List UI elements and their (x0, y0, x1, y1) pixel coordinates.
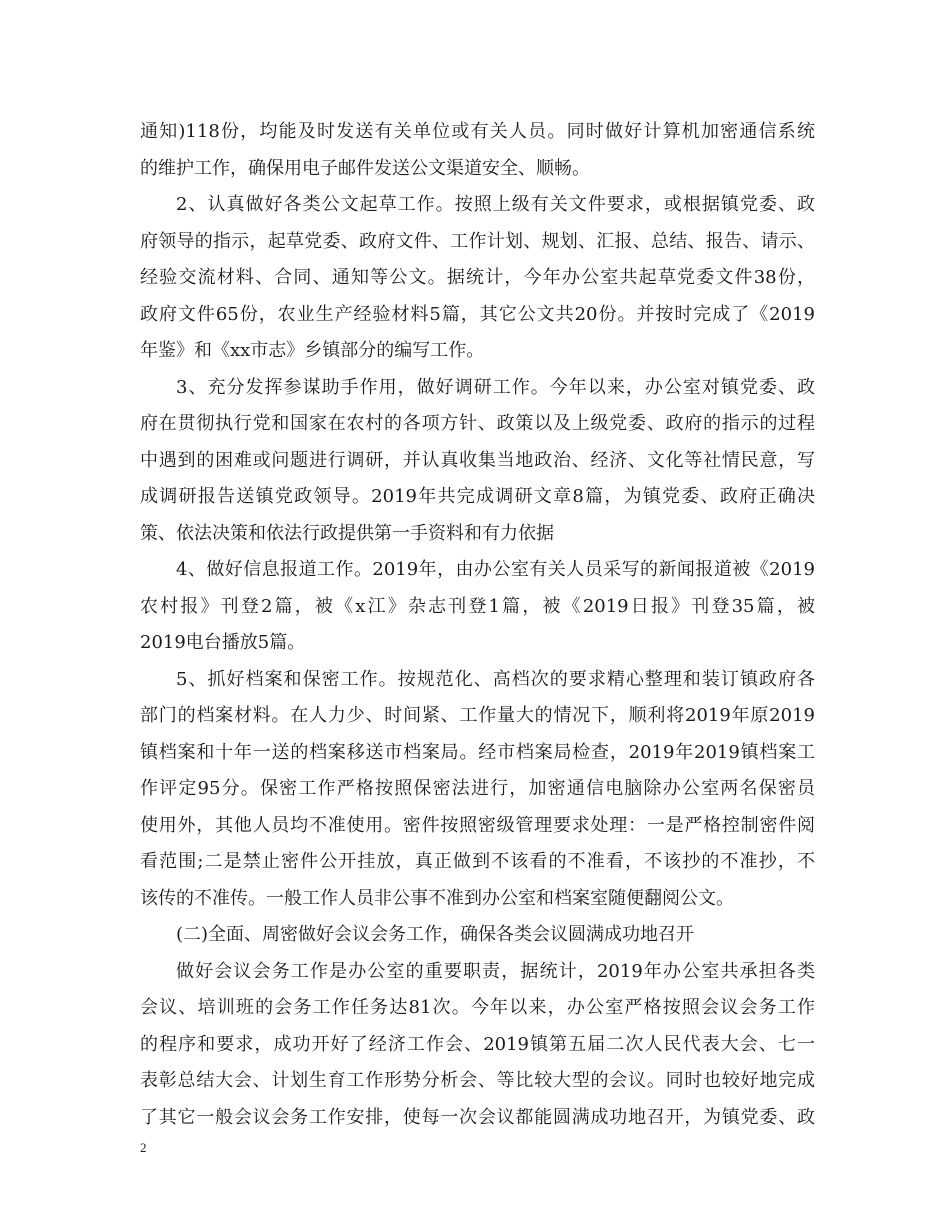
text-line: 做好会议会务工作是办公室的重要职责，据统计，2019年办公室共承担各类 (176, 960, 815, 982)
text-line: (二)全面、周密做好会议会务工作，确保各类会议圆满成功地召开 (176, 924, 695, 945)
text-line: 的程序和要求，成功开好了经济工作会、2019镇第五届二次人民代表大会、七一 (140, 1033, 815, 1055)
text-line: 成调研报告送镇党政领导。2019年共完成调研文章8篇，为镇党委、政府正确决 (140, 486, 815, 507)
text-line: 部门的档案材料。在人力少、时间紧、工作量大的情况下，顺利将2019年原2019 (140, 705, 815, 726)
text-line: 通知)118份，均能及时发送有关单位或有关人员。同时做好计算机加密通信系统 (140, 121, 815, 142)
text-line: 2019电台播放5篇。 (140, 632, 306, 653)
text-line: 镇档案和十年一送的档案移送市档案局。经市档案局检查，2019年2019镇档案工 (140, 741, 815, 763)
text-line: 的维护工作，确保用电子邮件发送公文渠道安全、顺畅。 (140, 157, 590, 179)
text-line: 府领导的指示，起草党委、政府文件、工作计划、规划、汇报、总结、报告、请示、 (140, 230, 815, 252)
text-line: 府在贯彻执行党和国家在农村的各项方针、政策以及上级党委、政府的指示的过程 (140, 413, 815, 434)
text-line: 3、充分发挥参谋助手作用，做好调研工作。今年以来，办公室对镇党委、政 (176, 376, 815, 398)
text-line: 经验交流材料、合同、通知等公文。据统计，今年办公室共起草党委文件38份， (140, 267, 815, 288)
text-line: 政府文件65份，农业生产经验材料5篇，其它公文共20份。并按时完成了《2019 (140, 303, 815, 325)
text-line: 策、依法决策和依法行政提供第一手资料和有力依据 (140, 522, 554, 544)
text-line: 5、抓好档案和保密工作。按规范化、高档次的要求精心整理和装订镇政府各 (176, 668, 815, 690)
text-line: 使用外，其他人员均不准使用。密件按照密级管理要求处理：一是严格控制密件阅 (140, 814, 815, 836)
text-line: 了其它一般会议会务工作安排，使每一次会议都能圆满成功地召开，为镇党委、政 (140, 1106, 815, 1128)
text-line: 该传的不准传。一般工作人员非公事不准到办公室和档案室随便翻阅公文。 (140, 887, 734, 909)
document-body (140, 114, 815, 1136)
text-line: 年鉴》和《xx市志》乡镇部分的编写工作。 (140, 340, 485, 361)
text-line: 中遇到的困难或问题进行调研，并认真收集当地政治、经济、文化等社情民意，写 (140, 449, 815, 471)
text-line: 表彰总结大会、计划生育工作形势分析会、等比较大型的会议。同时也较好地完成 (140, 1070, 815, 1091)
text-line: 看范围;二是禁止密件公开挂放，真正做到不该看的不准看，不该抄的不准抄，不 (140, 851, 815, 872)
page-number: 2 (140, 1140, 147, 1155)
text-line: 农村报》刊登2篇，被《x江》杂志刊登1篇，被《2019日报》刊登35篇，被 (140, 595, 815, 617)
text-line: 作评定95分。保密工作严格按照保密法进行，加密通信电脑除办公室两名保密员 (140, 778, 815, 799)
text-line: 会议、培训班的会务工作任务达81次。今年以来，办公室严格按照会议会务工作 (140, 997, 815, 1018)
text-line: 4、做好信息报道工作。2019年，由办公室有关人员采写的新闻报道被《2019 (176, 559, 815, 580)
text-line: 2、认真做好各类公文起草工作。按照上级有关文件要求，或根据镇党委、政 (176, 194, 815, 215)
